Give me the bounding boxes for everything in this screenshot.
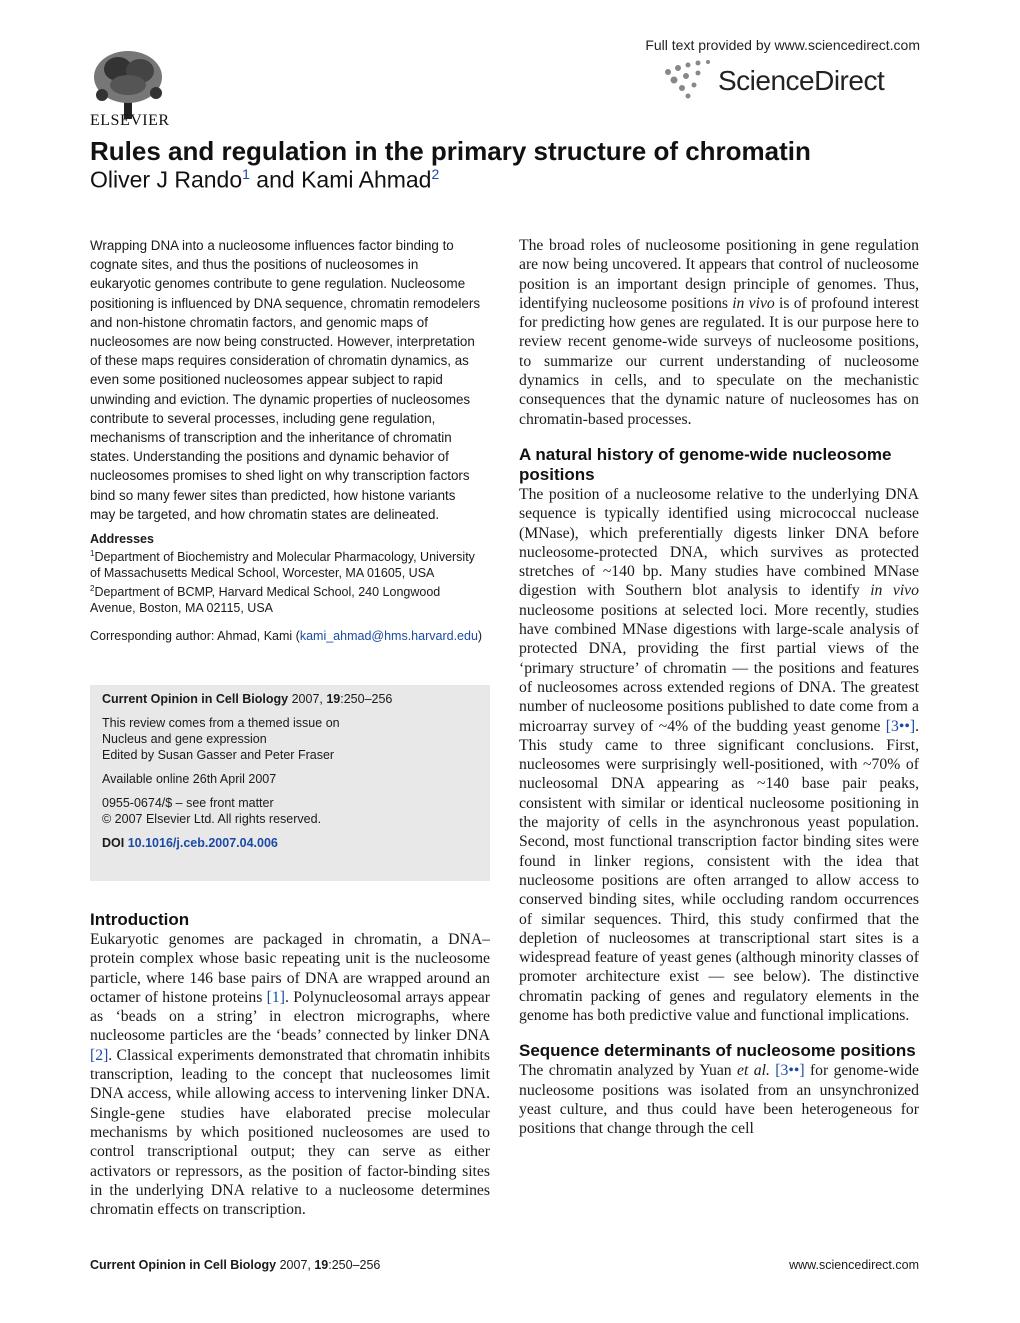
sequence-determinants-paragraph: The chromatin analyzed by Yuan et al. [3••] for genome-wide nucleosome positions was isolated from an unsynchronized yeast culture, and thus could have been heterogeneous for positions that change through the cell	[519, 1062, 919, 1138]
reference-link[interactable]: [2]	[90, 1046, 109, 1064]
author-2: and Kami Ahmad	[249, 166, 432, 193]
reference-link[interactable]: [3••]	[775, 1062, 805, 1080]
intro-continued-paragraph: The broad roles of nucleosome positioning in gene regulation are now being uncovered. It appears that control of nucleosome position is an important design principle of genomes. Thus, identifying nucleosome positions in vivo is of profound interest for predicting how genes are regulated. It is our purpose here to review recent genome-wide surveys of nucleosome positions, to summarize our current understanding of nucleosome dynamics in cells, and to speculate on the mechanistic consequences that the dynamic nature of nucleosomes has on chromatin-based processes.	[519, 237, 919, 428]
introduction-section	[90, 910, 490, 1219]
introduction-paragraph: Eukaryotic genomes are packaged in chromatin, a DNA–protein complex whose basic repeating unit is the nucleosome particle, where 146 base pairs of DNA are wrapped around an octamer of histone proteins [1]. Polynucleosomal arrays appear as ‘beads on a string’ in electron micrographs, where nucleosome particles are the ‘beads’ connected by linker DNA [2]. Classical experiments demonstrated that chromatin inhibits transcription, leading to the concept that nucleosomes limit DNA access, while allowing access to intervening linker DNA. Single-gene studies have elaborated precise molecular mechanisms by which positioned nucleosomes are used to control transcriptional output; they can serve as either activators or repressors, as the position of factor-binding sites in the underlying DNA relative to a nucleosome determines chromatin effects on transcription.	[90, 931, 490, 1219]
corresponding-author: Corresponding author: Ahmad, Kami (kami_ahmad@hms.harvard.edu)	[90, 629, 483, 644]
reference-link[interactable]: [3••]	[885, 717, 916, 735]
address-1: $^1$Department of Biochemistry and Molecular Pharmacology, University of Massachusetts Medical School, Worcester, MA 01605, USA	[90, 549, 475, 581]
publisher-name: ELSEVIER	[90, 112, 170, 129]
full-text-provided-line[interactable]: Full text provided by www.sciencedirect.com	[645, 37, 920, 53]
addresses-heading: Addresses	[90, 532, 154, 547]
author-email-link[interactable]: kami_ahmad@hms.harvard.edu	[299, 629, 478, 644]
introduction-heading: Introduction	[90, 910, 190, 929]
abstract: Wrapping DNA into a nucleosome influences factor binding to cognate sites, and thus the positions of nucleosomes in eukaryotic genomes contribute to gene regulation. Nucleosome positioning is influenced by DNA sequence, chromatin remodelers and non-histone chromatin factors, and genomic maps of nucleosomes are now being constructed. However, interpretation of these maps requires consideration of chromatin dynamics, as even some positioned nucleosomes appear subject to rapid unwinding and eviction. The dynamic properties of nucleosomes contribute to several processes, including gene regulation, mechanisms of transcription and the inheritance of chromatin states. Understanding the positions and dynamic behavior of nucleosomes promises to shed light on why transcription factors bind so many fewer sites than predicted, how histone variants may be targeted, and how chromatin states are delineated.	[90, 238, 481, 522]
article-title: Rules and regulation in the primary structure of chromatin	[90, 136, 811, 166]
left-column-front-matter	[90, 236, 483, 644]
copyright-info: 0955-0674/$ – see front matter © 2007 Elsevier Ltd. All rights reserved.	[102, 796, 322, 826]
themed-issue: This review comes from a themed issue on Nucleus and gene expression Edited by Susan Gasser and Peter Fraser	[102, 716, 340, 762]
section-heading-sequence-determinants: Sequence determinants of nucleosome positions	[519, 1041, 916, 1061]
author-1: Oliver J Rando	[90, 166, 243, 193]
journal-citation: Current Opinion in Cell Biology 2007, 19:250–256	[102, 692, 393, 706]
doi-line: DOI 10.1016/j.ceb.2007.04.006	[102, 836, 278, 850]
right-column-body	[519, 236, 919, 1138]
author-line	[90, 166, 439, 194]
doi-link[interactable]: 10.1016/j.ceb.2007.04.006	[127, 836, 278, 850]
footer-citation: Current Opinion in Cell Biology 2007, 19:250–256	[90, 1258, 381, 1272]
reference-link[interactable]: [1]	[266, 988, 285, 1006]
available-online: Available online 26th April 2007	[102, 772, 277, 786]
natural-history-paragraph: The position of a nucleosome relative to the underlying DNA sequence is typically identified using micrococcal nuclease (MNase), which preferentially digests linker DNA before nucleosome-protected DNA, which survives as protected stretches of ~140 bp. Many studies have combined MNase digestion with Southern blot analysis to identify in vivo nucleosome positions at selected loci. More recently, studies have combined MNase digestions with large-scale analysis of protected DNA, providing the first partial views of the ‘primary structure’ of chromatin — the positions and features of nucleosomes across extended regions of DNA. The greatest number of nucleosome positions published to date come from a microarray survey of ~4% of the budding yeast genome [3••]. This study came to three significant conclusions. First, nucleosomes were surprisingly well-positioned, with ~70% of nucleosomal DNA appearing as ~140 base pair peaks, consistent with similar or identical nucleosome positioning in the majority of cells in the asynchronous yeast population. Second, most functional transcription factor binding sites were found in linker regions, consistent with the idea that nucleosome positions are often arranged to allow access to conserved binding sites, while occluding random occurrences of similar sequences. Third, this study confirmed that the depletion of nucleosomes at transcriptional start sites is a widespread feature of yeast genes (although minority classes of promoter architecture exist — see below). The distinctive chromatin packing of genes and regulatory elements in the genome has both predictive value and functional implications.	[519, 485, 919, 1024]
address-2: $^2$Department of BCMP, Harvard Medical School, 240 Longwood Avenue, Boston, MA 02115, USA	[90, 584, 441, 616]
author-1-affiliation[interactable]: 1	[242, 166, 250, 182]
sciencedirect-brand: ScienceDirect	[718, 65, 885, 96]
section-heading-natural-history: A natural history of genome-wide nucleosome positions	[519, 444, 892, 484]
author-2-affiliation[interactable]: 2	[431, 166, 440, 182]
footer-url[interactable]: www.sciencedirect.com	[789, 1258, 919, 1272]
article-info-box	[90, 685, 490, 881]
